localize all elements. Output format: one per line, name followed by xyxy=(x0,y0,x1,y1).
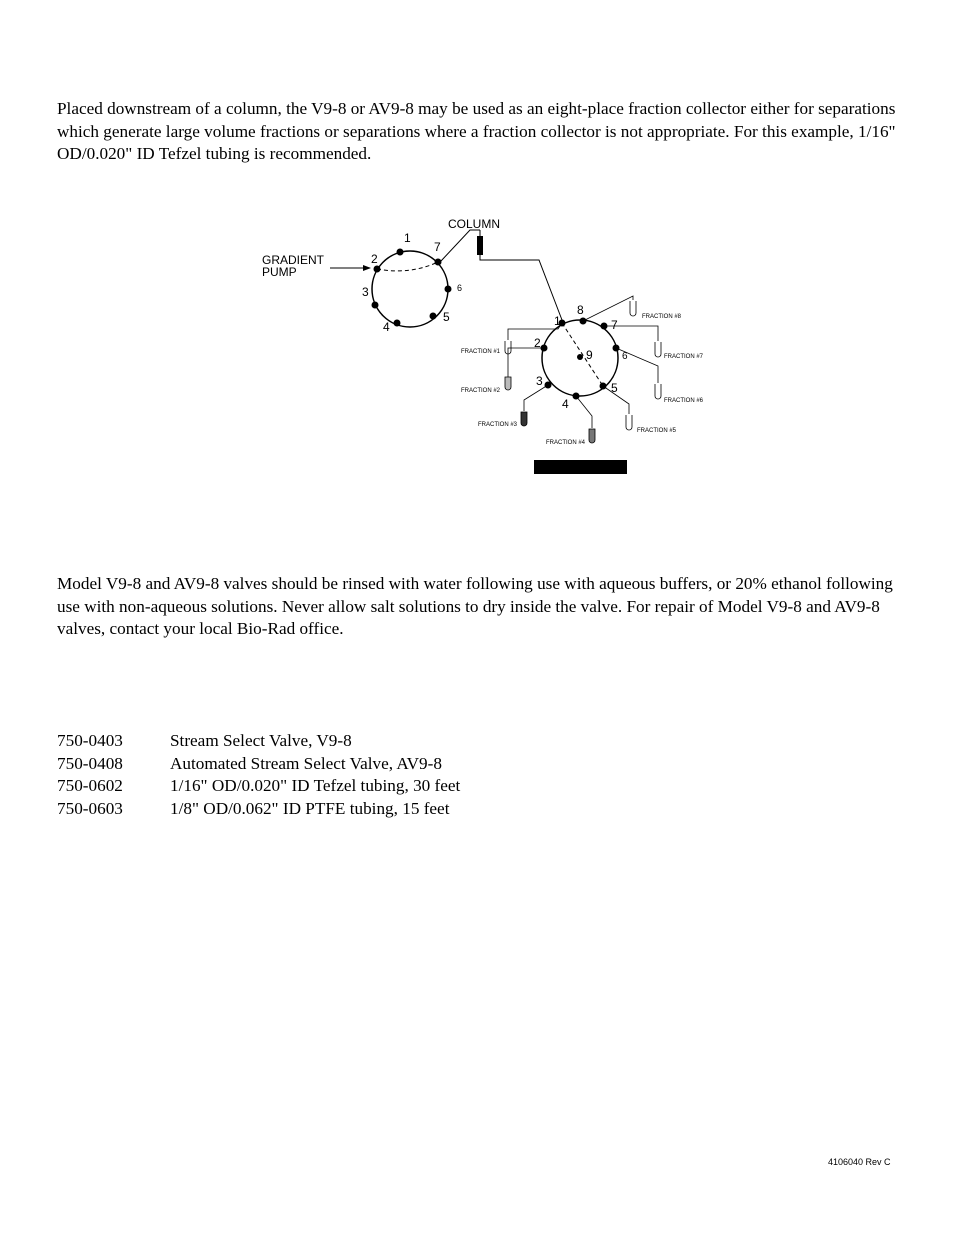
gradient-pump xyxy=(262,253,370,279)
large-port-dot xyxy=(577,354,583,360)
part-number: 750-0403 xyxy=(57,731,123,750)
large-port-label: 5 xyxy=(611,381,618,395)
large-port-label: 9 xyxy=(586,348,593,362)
list-item xyxy=(57,775,460,798)
caption-bar xyxy=(534,460,627,474)
tube-8 xyxy=(630,301,636,316)
fraction-label: FRACTION #2 xyxy=(461,388,501,394)
part-description: 1/16" OD/0.020" ID Tefzel tubing, 30 feet xyxy=(170,776,461,796)
small-port-dot xyxy=(435,259,442,266)
tube-5 xyxy=(626,415,632,430)
document-revision: 4106040 Rev C xyxy=(828,1157,891,1167)
list-item xyxy=(57,730,460,753)
small-port-dot xyxy=(445,286,452,293)
small-port-dot xyxy=(397,249,404,256)
fraction-label: FRACTION #3 xyxy=(478,422,518,428)
large-port-label: 8 xyxy=(577,303,584,317)
large-port-label: 2 xyxy=(534,336,541,350)
gradient-label-line2: PUMP xyxy=(262,265,297,279)
tube-3 xyxy=(521,412,527,426)
intro-paragraph: Placed downstream of a column, the V9-8 or AV9-8 may be used as an eight-place fraction collector either for separations which generate large volume fractions or separations where a fraction collector is not appropriate. For this example, 1/16" OD/0.020" ID Tefzel tubing is recommended. xyxy=(57,99,896,164)
tube-6 xyxy=(655,384,661,399)
large-port-label: 6 xyxy=(622,351,628,362)
part-description: 1/8" OD/0.062" ID PTFE tubing, 15 feet xyxy=(170,798,450,818)
tube-7 xyxy=(655,342,661,357)
maintenance-paragraph: Model V9-8 and AV9-8 valves should be rinsed with water following use with aqueous buffers, or 20% ethanol following use with non-aqueous solutions. Never allow salt solutions to dry inside the valve. For repair of Model V9-8 and AV9-8 valves, contact your local Bio-Rad office. xyxy=(57,574,893,639)
part-description: Stream Select Valve, V9-8 xyxy=(170,731,352,750)
small-port-label: 2 xyxy=(371,252,378,266)
fraction-label: FRACTION #6 xyxy=(664,398,704,404)
small-port-dot xyxy=(394,320,401,327)
gradient-label-line1: GRADIENT xyxy=(262,253,325,267)
parts-list xyxy=(57,730,460,820)
large-port-label: 7 xyxy=(611,318,618,332)
part-description: Automated Stream Select Valve, AV9-8 xyxy=(170,753,442,773)
fraction-label: FRACTION #4 xyxy=(546,440,586,446)
inlet-valve xyxy=(362,231,462,334)
large-port-label: 3 xyxy=(536,374,543,388)
part-number: 750-0603 xyxy=(57,798,123,818)
fraction-labels xyxy=(461,314,704,446)
small-port-label: 3 xyxy=(362,285,369,299)
fraction-label: FRACTION #5 xyxy=(637,428,677,434)
tube-2 xyxy=(505,377,511,390)
large-port-label: 4 xyxy=(562,397,569,411)
large-port-label: 1 xyxy=(554,314,561,328)
small-port-label: 6 xyxy=(457,283,463,293)
fraction-label: FRACTION #1 xyxy=(461,349,501,355)
fraction-label: FRACTION #7 xyxy=(664,354,704,360)
small-port-label: 1 xyxy=(404,231,411,245)
column-label: COLUMN xyxy=(448,217,501,231)
small-port-dot xyxy=(374,266,381,273)
fraction-label: FRACTION #8 xyxy=(642,314,682,320)
tube-4 xyxy=(589,429,595,443)
small-port-label: 5 xyxy=(443,310,450,324)
small-port-label: 4 xyxy=(383,320,390,334)
part-number: 750-0408 xyxy=(57,753,123,773)
small-port-dot xyxy=(430,313,437,320)
fraction-collector-diagram xyxy=(0,0,954,520)
part-number: 750-0602 xyxy=(57,776,123,796)
small-port-label: 7 xyxy=(434,240,441,254)
small-port-dot xyxy=(372,302,379,309)
list-item xyxy=(57,753,460,776)
list-item xyxy=(57,798,460,821)
column xyxy=(441,217,562,320)
selection-valve xyxy=(534,303,628,411)
